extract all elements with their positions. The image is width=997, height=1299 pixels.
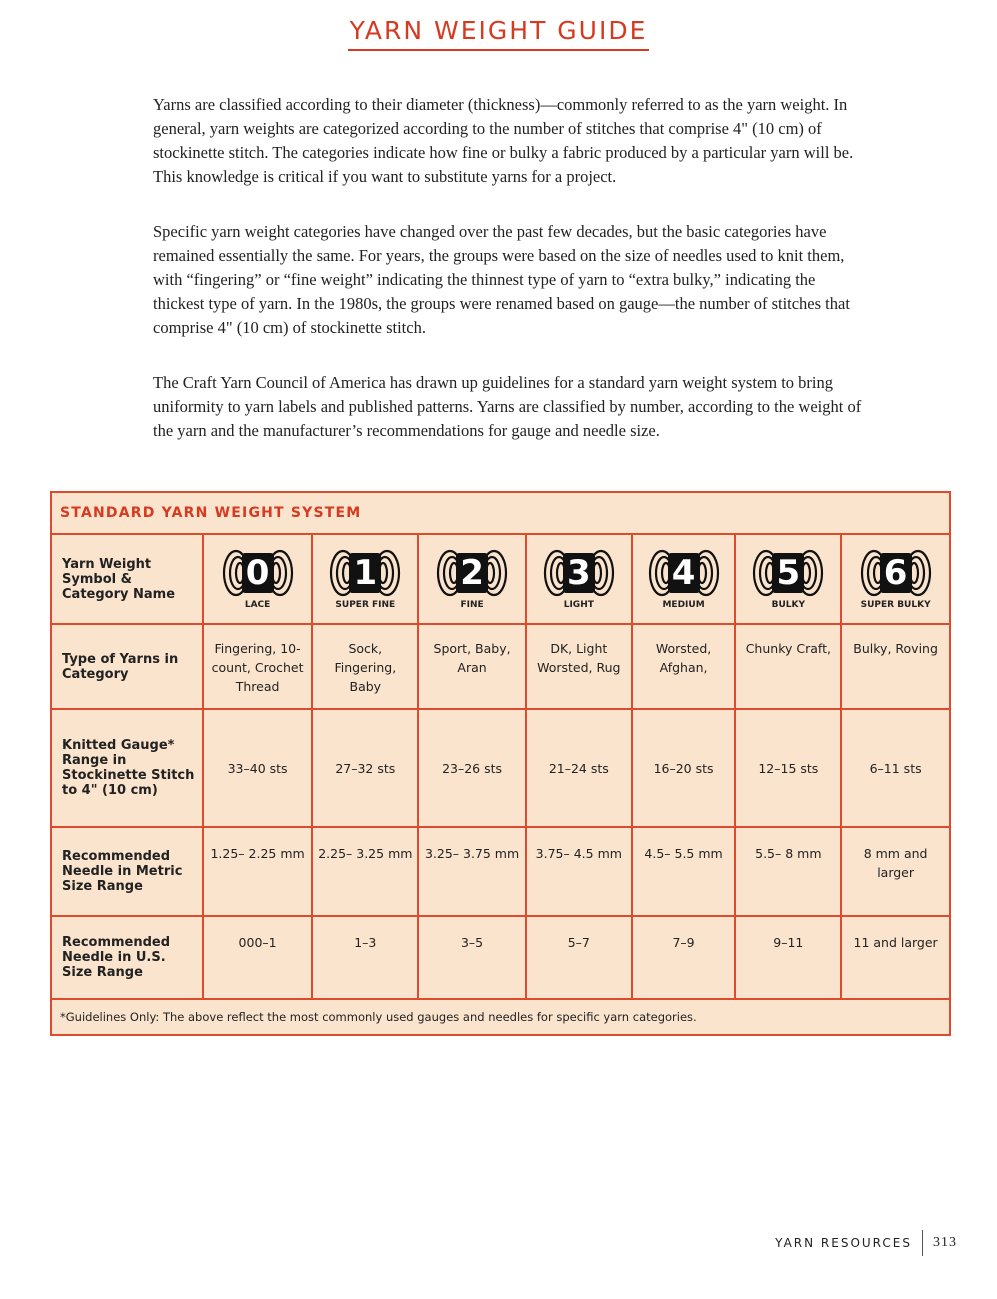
metric-cell: 2.25– 3.25 mm bbox=[312, 827, 418, 916]
types-cell: Worsted, Afghan, bbox=[632, 624, 736, 709]
gauge-cell: 21–24 sts bbox=[526, 709, 632, 827]
metric-cell: 8 mm and larger bbox=[841, 827, 950, 916]
metric-cell: 5.5– 8 mm bbox=[735, 827, 841, 916]
footer-divider bbox=[922, 1230, 923, 1256]
symbol-cell bbox=[841, 534, 950, 624]
us-cell: 3–5 bbox=[418, 916, 526, 999]
metric-cell: 3.25– 3.75 mm bbox=[418, 827, 526, 916]
metric-cell: 1.25– 2.25 mm bbox=[203, 827, 313, 916]
row-header-types: Type of Yarns in Category bbox=[51, 624, 203, 709]
yarn-ball-icon bbox=[543, 548, 615, 598]
yarn-ball-icon bbox=[329, 548, 401, 598]
symbol-cell bbox=[735, 534, 841, 624]
metric-cell: 4.5– 5.5 mm bbox=[632, 827, 736, 916]
gauge-cell: 23–26 sts bbox=[418, 709, 526, 827]
table-title: STANDARD YARN WEIGHT SYSTEM bbox=[51, 492, 950, 534]
category-name: MEDIUM bbox=[662, 600, 705, 610]
gauge-cell: 12–15 sts bbox=[735, 709, 841, 827]
yarn-weight-table bbox=[50, 491, 951, 1036]
gauge-cell: 6–11 sts bbox=[841, 709, 950, 827]
category-name: SUPER BULKY bbox=[860, 600, 931, 610]
metric-cell: 3.75– 4.5 mm bbox=[526, 827, 632, 916]
symbol-cell bbox=[418, 534, 526, 624]
yarn-ball-icon bbox=[648, 548, 720, 598]
yarn-ball-icon bbox=[752, 548, 824, 598]
row-header-symbol: Yarn Weight Symbol & Category Name bbox=[51, 534, 203, 624]
intro-paragraph: Yarns are classified according to their diameter (thickness)—commonly referred to as the yarn weight. In general, yarn weights are categorized according to the number of stitches that comprise 4" (10 cm) of stockinette stitch. The categories indicate how fine or bulky a fabric produced by a particular yarn will be. This knowledge is critical if you want to substitute yarns for a project. bbox=[153, 95, 854, 186]
symbol-cell bbox=[526, 534, 632, 624]
us-cell: 7–9 bbox=[632, 916, 736, 999]
gauge-cell: 16–20 sts bbox=[632, 709, 736, 827]
section-name: YARN RESOURCES bbox=[775, 1236, 912, 1250]
gauge-cell: 33–40 sts bbox=[203, 709, 313, 827]
weight-number: 0 bbox=[245, 553, 270, 593]
category-name: LIGHT bbox=[563, 600, 594, 610]
weight-number: 5 bbox=[776, 553, 801, 593]
gauge-cell: 27–32 sts bbox=[312, 709, 418, 827]
row-header-metric: Recommended Needle in Metric Size Range bbox=[51, 827, 203, 916]
weight-number: 2 bbox=[460, 553, 484, 593]
types-cell: Bulky, Roving bbox=[841, 624, 950, 709]
types-cell: DK, Light Worsted, Rug bbox=[526, 624, 632, 709]
us-cell: 000–1 bbox=[203, 916, 313, 999]
yarn-ball-icon bbox=[222, 548, 294, 598]
yarn-ball-icon bbox=[860, 548, 932, 598]
category-name: LACE bbox=[244, 600, 271, 610]
weight-number: 1 bbox=[353, 553, 378, 593]
page-number: 313 bbox=[933, 1235, 957, 1250]
category-name: SUPER FINE bbox=[335, 600, 396, 610]
row-header-gauge: Knitted Gauge* Range in Stockinette Stitch to 4" (10 cm) bbox=[51, 709, 203, 827]
row-header-us: Recommended Needle in U.S. Size Range bbox=[51, 916, 203, 999]
us-cell: 9–11 bbox=[735, 916, 841, 999]
us-cell: 1–3 bbox=[312, 916, 418, 999]
category-name: FINE bbox=[460, 600, 484, 610]
title-text: YARN WEIGHT GUIDE bbox=[348, 16, 650, 51]
history-paragraph: Specific yarn weight categories have changed over the past few decades, but the basic categories have remained essentially the same. For years, the groups were based on the size of needles used to knit them, with “fingering” or “fine weight” indicating the thinnest type of yarn to “extra bulky,” indicating the thickest type of yarn. In the 1980s, the groups were renamed based on gauge—the number of stitches that comprise 4" (10 cm) of stockinette stitch. bbox=[153, 222, 850, 337]
council-paragraph: The Craft Yarn Council of America has drawn up guidelines for a standard yarn weight system to bring uniformity to yarn labels and published patterns. Yarns are classified by number, according to the weight of the yarn and the manufacturer’s recommendations for gauge and needle size. bbox=[153, 373, 862, 440]
weight-number: 4 bbox=[671, 553, 696, 593]
types-cell: Sock, Fingering, Baby bbox=[312, 624, 418, 709]
symbol-cell bbox=[312, 534, 418, 624]
weight-number: 3 bbox=[566, 553, 591, 593]
us-cell: 5–7 bbox=[526, 916, 632, 999]
types-cell: Sport, Baby, Aran bbox=[418, 624, 526, 709]
table-footnote: *Guidelines Only: The above reflect the most commonly used gauges and needles for specific yarn categories. bbox=[51, 999, 950, 1035]
page-title bbox=[0, 16, 997, 51]
types-cell: Fingering, 10-count, Crochet Thread bbox=[203, 624, 313, 709]
types-cell: Chunky Craft, bbox=[735, 624, 841, 709]
symbol-cell bbox=[203, 534, 313, 624]
symbol-cell bbox=[632, 534, 736, 624]
weight-number: 6 bbox=[883, 553, 908, 593]
page-footer bbox=[775, 1230, 957, 1256]
us-cell: 11 and larger bbox=[841, 916, 950, 999]
yarn-ball-icon bbox=[436, 548, 508, 598]
category-name: BULKY bbox=[771, 600, 806, 610]
